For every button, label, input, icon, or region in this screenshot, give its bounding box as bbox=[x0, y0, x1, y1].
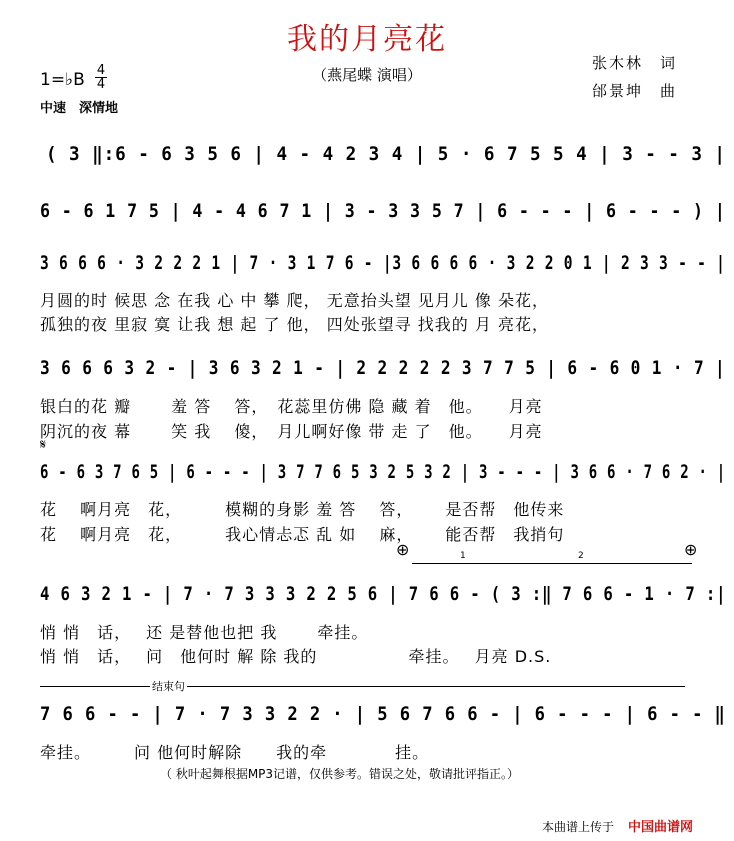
composer-credit: 邰景坤 曲 bbox=[592, 82, 678, 100]
site-logo: 中国曲谱网 bbox=[628, 820, 694, 835]
upload-label: 本曲谱上传于 bbox=[542, 820, 615, 834]
lyricist-credit: 张木林 词 bbox=[592, 54, 678, 72]
tempo-marking: 中速 深情地 bbox=[40, 101, 119, 116]
page-title: 我的月亮花 bbox=[287, 22, 447, 57]
volta-first-number: 1 bbox=[460, 551, 466, 561]
lyric-row-3-verse-1: 月圆的时 候思 念 在我 心 中 攀 爬， 无意抬头望 见月儿 像 朵花， bbox=[40, 291, 549, 310]
coda-sign-right: ⊕ bbox=[684, 540, 698, 559]
lyric-row-6-verse-2: 悄 悄 话， 问 他何时 解 除 我的 牵挂。 月亮 D.S. bbox=[40, 647, 552, 666]
notation-row-3: 3 6 6 6 · 3 2 2 2 1 | 7 · 3 1 7 6 - |3 6 6 6 6 · 3 2 2 0 1 | 2 3 3 - - | bbox=[40, 252, 726, 274]
volta-bracket-line bbox=[412, 563, 692, 564]
notation-row-5: 6 - 6 3 7 6 5 | 6 - - - | 3 7 7 6 5 3 2 5 3 2 | 3 - - - | 3 6 6 · 7 6 2 · | bbox=[40, 461, 726, 483]
lyric-row-4-verse-1: 银白的花 瓣 羞 答 答， 花蕊里仿佛 隐 藏 着 他。 月亮 bbox=[40, 397, 543, 416]
lyric-row-5-verse-2: 花 啊月亮 花， 我心情忐忑 乱 如 麻， 能否帮 我捎句 bbox=[40, 525, 565, 544]
notation-row-4: 3 6 6 6 3 2 - | 3 6 3 2 1 - | 2 2 2 2 2 3 7 7 5 | 6 - 6 0 1 · 7 | bbox=[40, 357, 726, 379]
volta-second-number: 2 bbox=[578, 551, 584, 561]
ending-label: 结束句 bbox=[152, 680, 185, 693]
notation-row-7: 7 6 6 - - | 7 · 7 3 3 2 2 · | 5 6 7 6 6 - | 6 - - - | 6 - - ‖ bbox=[40, 703, 726, 725]
lyric-row-5-verse-1: 花 啊月亮 花， 模糊的身影 羞 答 答， 是否帮 他传来 bbox=[40, 500, 565, 519]
meter-top: 4 bbox=[96, 63, 106, 78]
coda-sign-left: ⊕ bbox=[396, 540, 410, 559]
lyric-row-7: 牵挂。 问 他何时解除 我的牵 挂。 bbox=[40, 743, 430, 762]
time-signature bbox=[95, 64, 107, 91]
singer-credit: （燕尾蝶 演唱） bbox=[312, 66, 422, 84]
segno-sign: 𝄋 bbox=[40, 437, 47, 453]
meter-bottom: 4 bbox=[96, 77, 106, 92]
transcription-note: （ 秋叶起舞根据MP3记谱，仅供参考。错误之处，敬请批评指正。） bbox=[160, 767, 520, 781]
notation-row-1: ( 3 ‖:6 - 6 3 5 6 | 4 - 4 2 3 4 | 5 · 6 7 5 5 4 | 3 - - 3 | bbox=[46, 143, 726, 165]
notation-row-2: 6 - 6 1 7 5 | 4 - 4 6 7 1 | 3 - 3 3 5 7 | 6 - - - | 6 - - - ) | bbox=[40, 200, 726, 222]
key-signature: 1=♭B bbox=[40, 70, 85, 90]
lyric-row-3-verse-2: 孤独的夜 里寂 寞 让我 想 起 了 他， 四处张望寻 找我的 月 亮花， bbox=[40, 315, 549, 334]
lyric-row-4-verse-2: 阴沉的夜 幕 笑 我 傻， 月儿啊好像 带 走 了 他。 月亮 bbox=[40, 422, 543, 441]
lyric-row-6-verse-1: 悄 悄 话， 还 是替他也把 我 牵挂。 bbox=[40, 623, 369, 642]
ending-bracket-line bbox=[40, 686, 685, 687]
notation-row-6: 4 6 3 2 1 - | 7 · 7 3 3 3 2 2 5 6 | 7 6 6 - ( 3 :‖ 7 6 6 - 1 · 7 :| bbox=[40, 583, 727, 605]
